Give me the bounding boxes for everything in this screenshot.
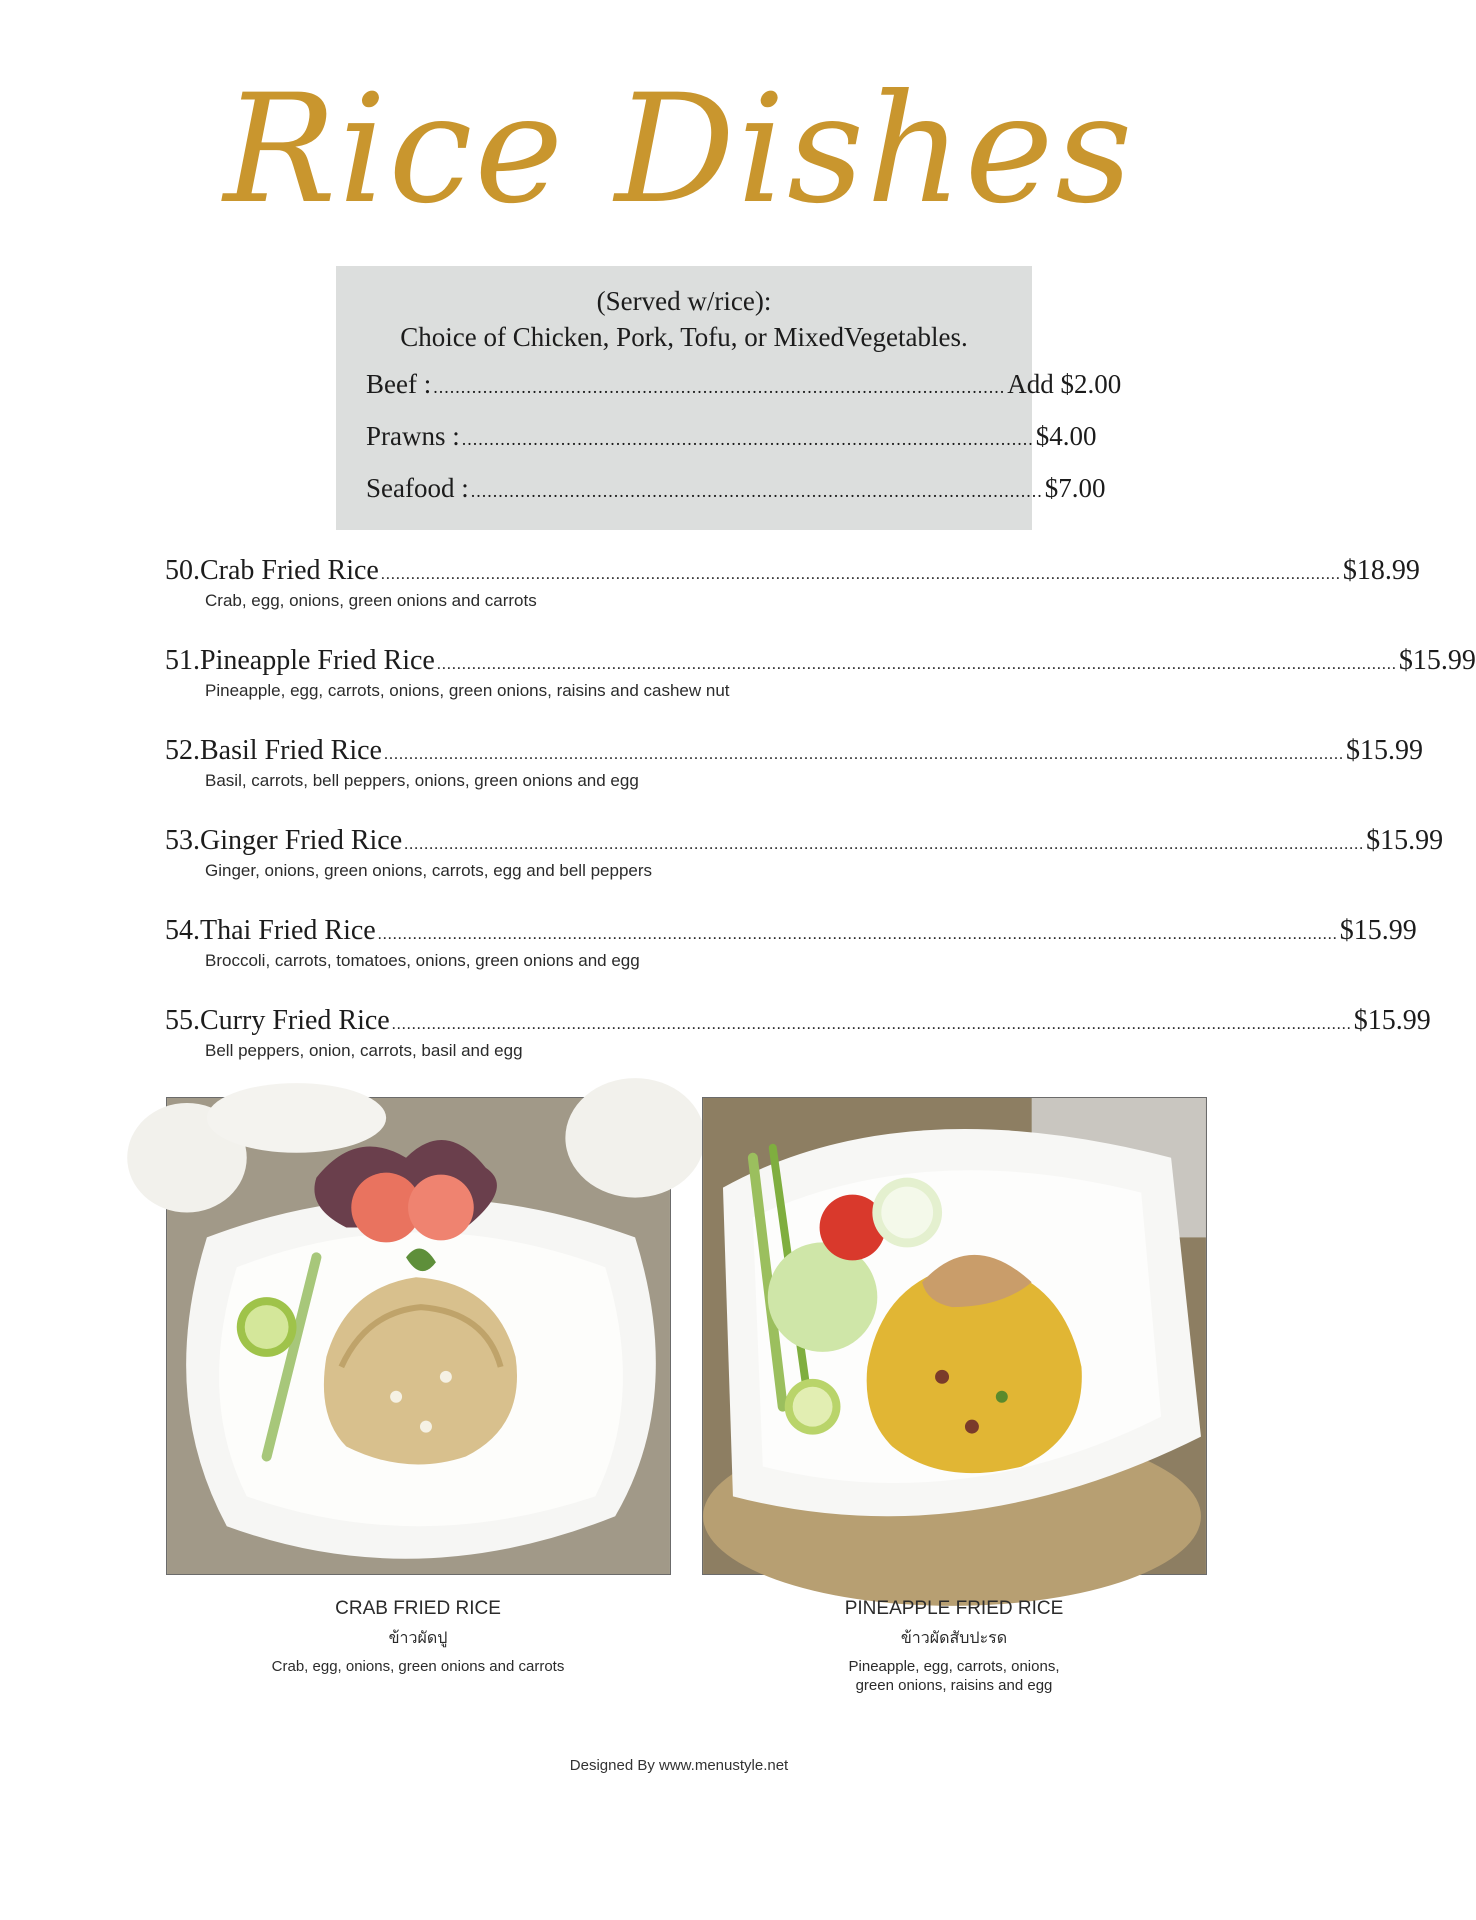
caption-description: Crab, egg, onions, green onions and carrots: [271, 1658, 565, 1675]
dot-leader: ................................................................................................................................................................................................: [377, 926, 1338, 943]
item-name: Thai Fried Rice: [200, 915, 376, 946]
addon-label: Beef :: [366, 369, 432, 399]
designer-credit: Designed By www.menustyle.net: [569, 1757, 789, 1774]
photo-crab-fried-rice: [166, 1097, 671, 1575]
item-price: $15.99: [1398, 645, 1476, 676]
addon-price: $7.00: [1044, 473, 1106, 503]
caption-description-line-2: green onions, raisins and egg: [855, 1677, 1053, 1694]
dot-leader: ................................................................................................................................................................................................: [404, 836, 1365, 853]
options-box: [336, 266, 1122, 530]
addon-row-prawns: [366, 421, 1097, 457]
item-description: Bell peppers, onion, carrots, basil and egg: [205, 1041, 523, 1060]
caption-title: CRAB FRIED RICE: [335, 1598, 501, 1619]
addon-row-seafood: [366, 473, 1106, 509]
item-number: 52.: [165, 735, 200, 766]
item-name: Pineapple Fried Rice: [200, 645, 435, 676]
photo-pineapple-fried-rice: [702, 1097, 1207, 1575]
addon-label: Seafood :: [366, 473, 469, 503]
item-price: $18.99: [1342, 555, 1420, 586]
protein-choice-note: Choice of Chicken, Pork, Tofu, or MixedVegetables.: [400, 322, 968, 352]
item-name: Crab Fried Rice: [200, 555, 379, 586]
dot-leader: ................................................................................................................................................................................................: [383, 746, 1344, 763]
item-description: Crab, egg, onions, green onions and carrots: [205, 591, 537, 610]
item-number: 54.: [165, 915, 200, 946]
item-number: 51.: [165, 645, 200, 676]
caption-pineapple-fried-rice: [744, 1598, 1164, 1695]
item-name: Ginger Fried Rice: [200, 825, 403, 856]
menu-item-thai-fried-rice: [165, 915, 1417, 971]
addon-price: Add $2.00: [1007, 369, 1122, 399]
caption-crab-fried-rice: [208, 1598, 628, 1676]
item-number: 50.: [165, 555, 200, 586]
dot-leader: ........................................................................................................: [470, 481, 1043, 501]
dot-leader: ................................................................................................................................................................................................: [436, 656, 1397, 673]
item-name: Basil Fried Rice: [200, 735, 382, 766]
item-price: $15.99: [1366, 825, 1444, 856]
menu-item-ginger-fried-rice: [165, 825, 1444, 881]
dot-leader: ................................................................................................................................................................................................: [391, 1016, 1352, 1033]
item-number: 55.: [165, 1005, 200, 1036]
addon-row-beef: [366, 369, 1122, 405]
item-price: $15.99: [1339, 915, 1417, 946]
dot-leader: ........................................................................................................: [461, 429, 1034, 449]
caption-description-line-1: Pineapple, egg, carrots, onions,: [848, 1658, 1060, 1675]
crab-fried-rice-image: [167, 1098, 670, 1574]
item-description: Pineapple, egg, carrots, onions, green onions, raisins and cashew nut: [205, 681, 730, 700]
caption-thai-name: ข้าวผัดสับปะรด: [900, 1628, 1008, 1647]
addon-label: Prawns :: [366, 421, 460, 451]
item-price: $15.99: [1353, 1005, 1431, 1036]
page-title: Rice Dishes: [223, 63, 1135, 237]
addon-price: $4.00: [1035, 421, 1097, 451]
dot-leader: ................................................................................................................................................................................................: [380, 566, 1341, 583]
caption-thai-name: ข้าวผัดปู: [388, 1628, 448, 1647]
item-description: Ginger, onions, green onions, carrots, egg and bell peppers: [205, 861, 653, 880]
item-number: 53.: [165, 825, 200, 856]
item-description: Broccoli, carrots, tomatoes, onions, green onions and egg: [205, 951, 640, 970]
dot-leader: ........................................................................................................: [433, 377, 1006, 397]
pineapple-fried-rice-image: [703, 1098, 1206, 1574]
menu-item-crab-fried-rice: [165, 555, 1420, 611]
menu-item-pineapple-fried-rice: [165, 645, 1476, 701]
item-price: $15.99: [1345, 735, 1423, 766]
item-name: Curry Fried Rice: [200, 1005, 390, 1036]
menu-item-curry-fried-rice: [165, 1005, 1431, 1061]
item-description: Basil, carrots, bell peppers, onions, green onions and egg: [205, 771, 639, 790]
menu-item-basil-fried-rice: [165, 735, 1423, 791]
served-with-rice-note: (Served w/rice):: [596, 286, 772, 316]
caption-title: PINEAPPLE FRIED RICE: [844, 1598, 1064, 1619]
